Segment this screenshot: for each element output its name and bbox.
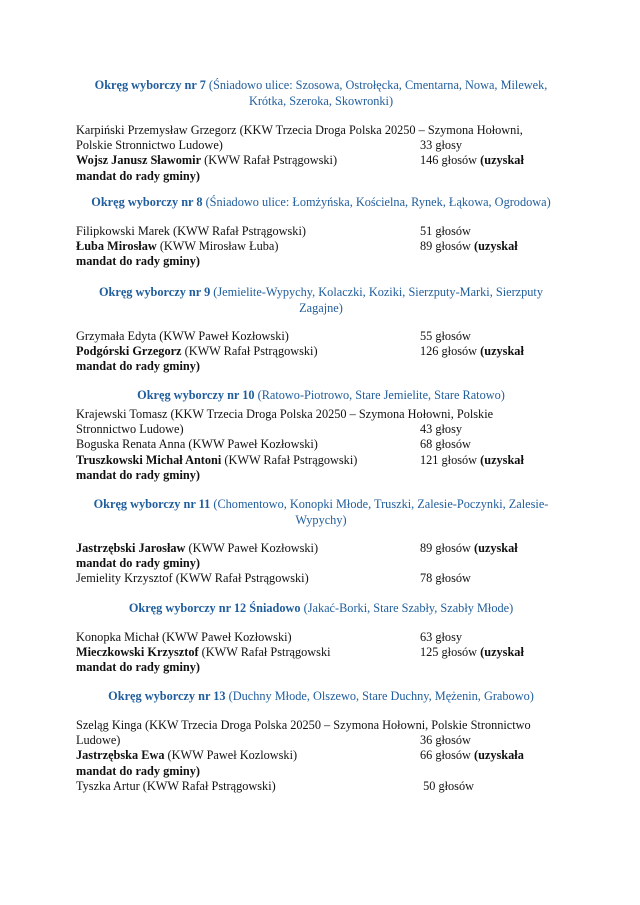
district-number: Okręg wyborczy nr 8 bbox=[91, 195, 203, 209]
candidate-votes: 33 głosy bbox=[420, 138, 463, 153]
candidate-row bbox=[76, 138, 566, 153]
candidate-votes: 63 głosy bbox=[420, 630, 463, 644]
candidate-row bbox=[76, 153, 566, 168]
district-9 bbox=[76, 284, 566, 375]
candidate-row bbox=[76, 239, 566, 254]
candidate-name: Łuba Mirosław bbox=[76, 239, 157, 254]
candidate-votes: 121 głosów bbox=[420, 452, 478, 467]
mandate-note: (uzyskała bbox=[470, 748, 524, 763]
district-number: Okręg wyborczy nr 12 Śniadowo bbox=[128, 601, 301, 615]
district-area: (Duchny Młode, Olszewo, Stare Duchny, Mężenin, Grabowo) bbox=[225, 689, 534, 703]
candidate-votes: 36 głosów bbox=[420, 733, 471, 748]
candidate-votes: 146 głosów bbox=[420, 153, 478, 168]
mandate-note: mandat do rady gminy) bbox=[76, 168, 201, 183]
candidate-row bbox=[76, 779, 566, 794]
candidate-name: Filipkowski Marek (KWW Rafał Pstrągowski) bbox=[76, 224, 306, 238]
candidate-row bbox=[76, 344, 566, 359]
candidate-committee: (KWW Paweł Kozlowski) bbox=[164, 748, 298, 763]
candidate-row bbox=[76, 329, 566, 344]
candidate-votes: 51 głosów bbox=[420, 224, 471, 238]
candidate-committee: Ludowe) bbox=[76, 733, 121, 748]
candidate-row bbox=[76, 630, 566, 645]
candidate-name: Podgórski Grzegorz bbox=[76, 344, 182, 359]
mandate-note: mandat do rady gminy) bbox=[76, 556, 201, 571]
candidate-votes: 50 głosów bbox=[420, 778, 474, 793]
district-area: (Śniadowo ulice: Szosowa, Ostrołęcka, Cmentarna, Nowa, Milewek, Krótka, Szeroka, Skowronki) bbox=[205, 78, 548, 108]
candidate-votes: 68 głosów bbox=[420, 437, 471, 452]
mandate-note: (uzyskał bbox=[470, 541, 518, 555]
candidate-votes: 89 głosów bbox=[420, 541, 471, 555]
district-7 bbox=[76, 77, 566, 184]
candidate-row bbox=[76, 422, 566, 437]
candidate-row bbox=[76, 224, 566, 239]
candidate-votes: 125 głosów bbox=[420, 645, 478, 660]
candidate-name: Karpiński Przemysław Grzegorz (KKW Trzecia Droga Polska 20250 – Szymona Hołowni, bbox=[76, 123, 523, 137]
mandate-note: (uzyskał bbox=[477, 344, 524, 359]
candidate-name: Truszkowski Michał Antoni bbox=[76, 452, 222, 467]
district-number: Okręg wyborczy nr 7 bbox=[94, 78, 206, 92]
mandate-note: mandat do rady gminy) bbox=[76, 359, 201, 374]
candidate-committee: (KWW Paweł Kozłowski) bbox=[185, 541, 319, 555]
district-area: (Jemielite-Wypychy, Kolaczki, Koziki, Sierzputy-Marki, Sierzputy Zagajne) bbox=[210, 285, 543, 315]
candidate-row bbox=[76, 718, 566, 733]
district-heading bbox=[76, 77, 566, 109]
candidate-name: Mieczkowski Krzysztof bbox=[76, 645, 199, 660]
district-11 bbox=[76, 496, 566, 587]
candidate-name: Jastrzębska Ewa bbox=[76, 748, 165, 763]
candidate-name: Krajewski Tomasz (KKW Trzecia Droga Polska 20250 – Szymona Hołowni, Polskie bbox=[76, 407, 494, 421]
district-heading bbox=[76, 496, 566, 528]
district-number: Okręg wyborczy nr 9 bbox=[98, 285, 211, 299]
candidate-committee: Stronnictwo Ludowe) bbox=[76, 422, 184, 437]
candidate-row bbox=[76, 748, 566, 763]
candidate-name: Jemielity Krzysztof (KWW Rafał Pstrągowski) bbox=[76, 571, 309, 586]
candidate-votes: 126 głosów bbox=[420, 344, 478, 359]
candidate-committee: (KWW Mirosław Łuba) bbox=[156, 239, 279, 254]
candidate-name: Konopka Michał (KWW Paweł Kozłowski) bbox=[76, 630, 292, 644]
candidate-row bbox=[76, 733, 566, 748]
mandate-note: mandat do rady gminy) bbox=[76, 467, 201, 482]
district-area: (Jakać-Borki, Stare Szabły, Szabły Młode) bbox=[300, 601, 514, 615]
candidate-row bbox=[76, 453, 566, 468]
candidate-name: Grzymała Edyta (KWW Paweł Kozłowski) bbox=[76, 329, 289, 343]
candidate-votes: 43 głosy bbox=[420, 422, 463, 437]
district-area: (Ratowo-Piotrowo, Stare Jemielite, Stare Ratowo) bbox=[254, 388, 505, 402]
candidate-row bbox=[76, 571, 566, 586]
mandate-note: (uzyskał bbox=[477, 153, 524, 168]
candidate-row bbox=[76, 645, 566, 660]
district-area: (Chomentowo, Konopki Młode, Truszki, Zalesie-Poczynki, Zalesie-Wypychy) bbox=[210, 497, 549, 527]
candidate-row bbox=[76, 541, 566, 556]
candidate-name: Wojsz Janusz Sławomir bbox=[76, 153, 202, 168]
candidate-committee: Polskie Stronnictwo Ludowe) bbox=[76, 138, 223, 153]
candidate-row bbox=[76, 437, 566, 452]
district-heading bbox=[76, 387, 566, 403]
mandate-note: (uzyskał bbox=[477, 645, 524, 660]
candidate-committee: (KWW Rafał Pstrągowski bbox=[198, 645, 331, 660]
candidate-committee: (KWW Rafał Pstrągowski) bbox=[201, 153, 338, 168]
mandate-note: mandat do rady gminy) bbox=[76, 254, 201, 269]
district-13 bbox=[76, 688, 566, 794]
mandate-note: mandat do rady gminy) bbox=[76, 763, 201, 778]
candidate-votes: 89 głosów bbox=[420, 239, 471, 254]
candidate-row bbox=[76, 407, 566, 422]
mandate-note: mandat do rady gminy) bbox=[76, 660, 201, 675]
district-number: Okręg wyborczy nr 13 bbox=[108, 689, 226, 703]
district-8 bbox=[76, 194, 566, 270]
mandate-note: (uzyskał bbox=[470, 239, 518, 254]
district-12 bbox=[76, 600, 566, 676]
district-heading bbox=[76, 600, 566, 616]
candidate-name: Szeląg Kinga (KKW Trzecia Droga Polska 20250 – Szymona Hołowni, Polskie Stronnictwo bbox=[76, 718, 531, 732]
district-heading bbox=[76, 688, 566, 704]
district-area: (Śniadowo ulice: Łomżyńska, Kościelna, Rynek, Łąkowa, Ogrodowa) bbox=[202, 195, 551, 209]
district-heading bbox=[76, 284, 566, 316]
district-number: Okręg wyborczy nr 11 bbox=[93, 497, 211, 511]
mandate-note: (uzyskał bbox=[477, 452, 524, 467]
candidate-votes: 66 głosów bbox=[420, 748, 471, 763]
candidate-row bbox=[76, 123, 566, 138]
candidate-votes: 55 głosów bbox=[420, 329, 471, 343]
candidate-name: Jastrzębski Jarosław bbox=[76, 541, 186, 555]
district-number: Okręg wyborczy nr 10 bbox=[137, 388, 255, 402]
candidate-name: Tyszka Artur (KWW Rafał Pstrągowski) bbox=[76, 778, 276, 793]
candidate-committee: (KWW Rafał Pstrągowski) bbox=[181, 344, 318, 359]
candidate-committee: (KWW Rafał Pstrągowski) bbox=[221, 452, 358, 467]
candidate-votes: 78 głosów bbox=[420, 571, 471, 586]
district-10 bbox=[76, 387, 566, 483]
candidate-name: Boguska Renata Anna (KWW Paweł Kozłowski) bbox=[76, 437, 318, 452]
district-heading bbox=[76, 194, 566, 210]
